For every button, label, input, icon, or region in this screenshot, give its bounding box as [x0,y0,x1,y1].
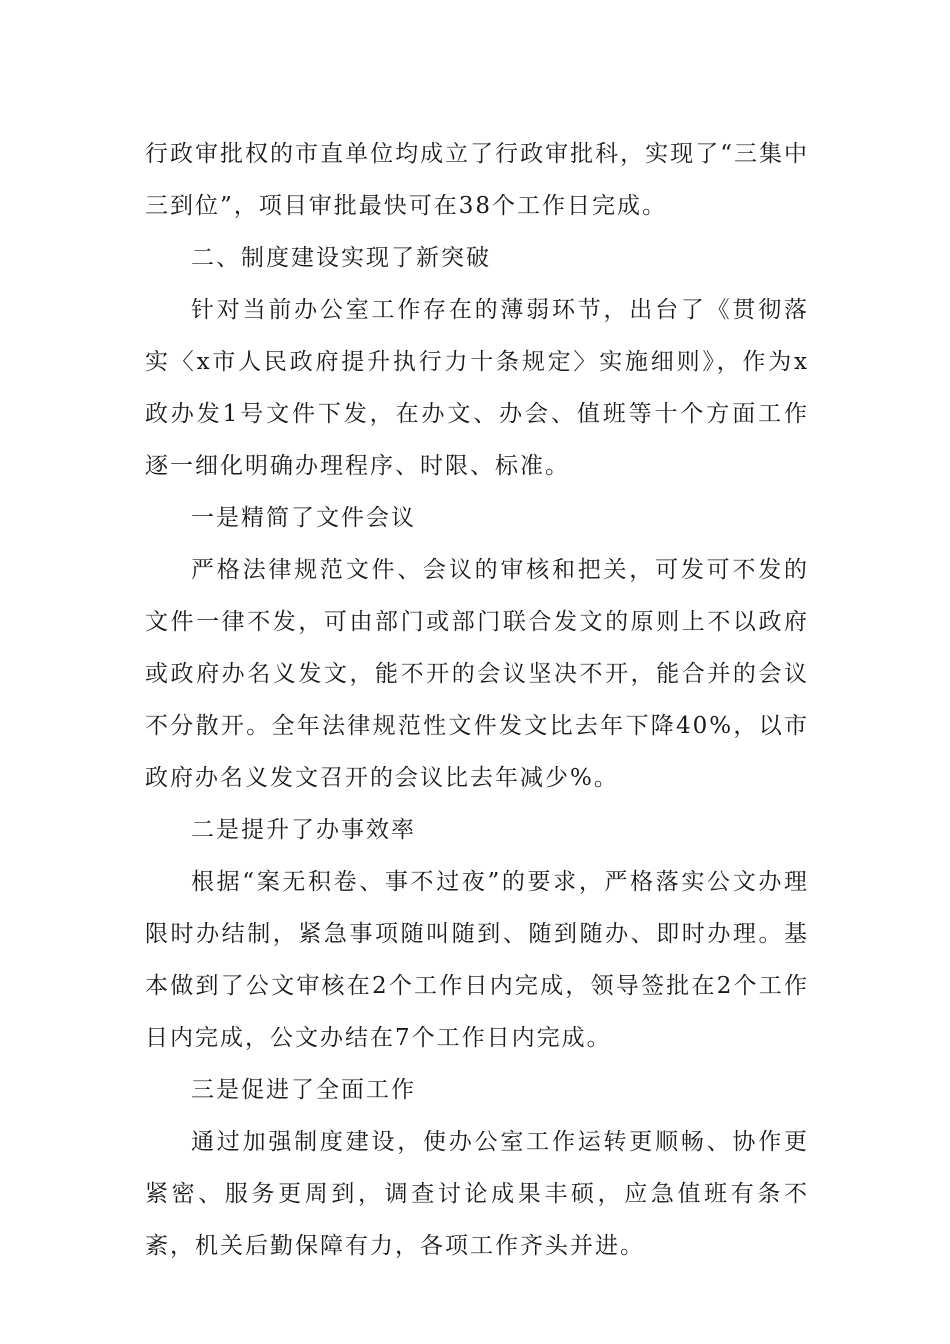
paragraph-time-limited-processing: 根据“案无积卷、事不过夜”的要求，严格落实公文办理限时办结制，紧急事项随叫随到、随到随办、即时办理。基本做到了公文审核在2个工作日内完成，领导签批在2个工作日内完成，公文办结在7个工作日内完成。 [145,869,809,1051]
subheading-overall-work: 三是促进了全面工作 [191,1077,416,1103]
subheading-streamlined-documents: 一是精简了文件会议 [191,505,416,531]
paragraph-document-meeting-review: 严格法律规范文件、会议的审核和把关，可发可不发的文件一律不发，可由部门或部门联合发文的原则上不以政府或政府办名义发文，能不开的会议坚决不开，能合并的会议不分散开。全年法律规范性文件发文比去年下降40%，以市政府办名义发文召开的会议比去年减少%。 [145,557,809,791]
document-body [145,128,809,1272]
subheading-improved-efficiency: 二是提升了办事效率 [191,817,416,843]
paragraph-continuation: 行政审批权的市直单位均成立了行政审批科，实现了“三集中三到位”，项目审批最快可在38个工作日完成。 [145,141,809,219]
paragraph-implementation-rules: 针对当前办公室工作存在的薄弱环节，出台了《贯彻落实〈x市人民政府提升执行力十条规定〉实施细则》，作为x政办发1号文件下发，在办文、办会、值班等十个方面工作逐一细化明确办理程序、时限、标准。 [145,297,809,479]
paragraph-overall-progress: 通过加强制度建设，使办公室工作运转更顺畅、协作更紧密、服务更周到，调查讨论成果丰硕，应急值班有条不紊，机关后勤保障有力，各项工作齐头并进。 [145,1129,809,1259]
section-heading-institution-building: 二、制度建设实现了新突破 [191,245,491,271]
